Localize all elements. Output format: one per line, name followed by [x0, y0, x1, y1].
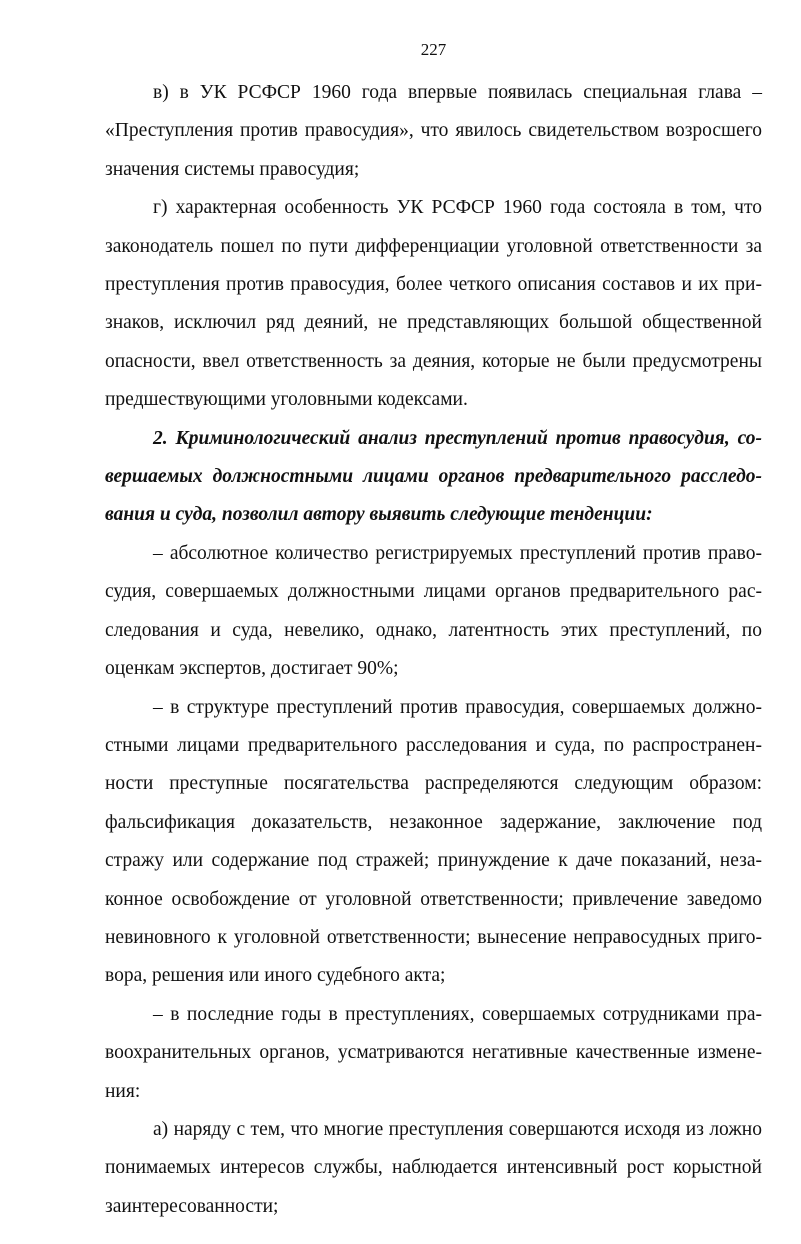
- paragraph-mercenary-interest: а) наряду с тем, что многие преступления совершаются исходя из ложно понимаемых интересов службы, наблюдается интенсивный рост корыстной заинтересованности;: [105, 1118, 762, 1217]
- paragraph-latency: – абсолютное количество регистрируемых преступлений против правосудия, совершаемых должностными лицами органов предварительного расследования и суда, невелико, однако, латентность этих преступлений, по оценкам экспертов, достигает 90%;: [105, 542, 762, 680]
- body-text: [105, 74, 762, 1226]
- page-number: 227: [420, 40, 447, 59]
- paragraph-ussr-code-chapter: в) в УК РСФСР 1960 года впервые появилась специальная глава – «Преступления против правосудия», что явилось свидетельством возросшего значения системы правосудия;: [105, 82, 762, 180]
- paragraph-crime-structure: – в структуре преступлений против правосудия, совершаемых должностными лицами предварительного расследования и суда, по распространенности преступные посягательства распределяются следующим образом: фальсификация доказательств, незаконное задержание, заключение под стражу или содержание под стражей; принуждение к даче показаний, незаконное освобождение от уголовной ответственности; привлечение заведомо невиновного к уголовной ответственности; вынесение неправосудных приговора, решения или иного судебного акта;: [105, 696, 762, 987]
- paragraph-ussr-code-feature: г) характерная особенность УК РСФСР 1960 года состояла в том, что законодатель пошел по пути дифференциации уголовной ответственности за преступления против правосудия, более четкого описания составов и их признаков, исключил ряд деяний, не представляющих большой общественной опасности, ввел ответственность за деяния, которые не были предусмотрены предшествующими уголовными кодексами.: [105, 197, 762, 411]
- paragraph-qualitative-changes: – в последние годы в преступлениях, совершаемых сотрудниками правоохранительных органов, усматриваются негативные качественные изменения:: [105, 1003, 762, 1102]
- paragraph-thesis-2-heading: 2. Криминологический анализ преступлений против правосудия, совершаемых должностными лицами органов предварительного расследования и суда, позволил автору выявить следующие тенденции:: [105, 427, 762, 526]
